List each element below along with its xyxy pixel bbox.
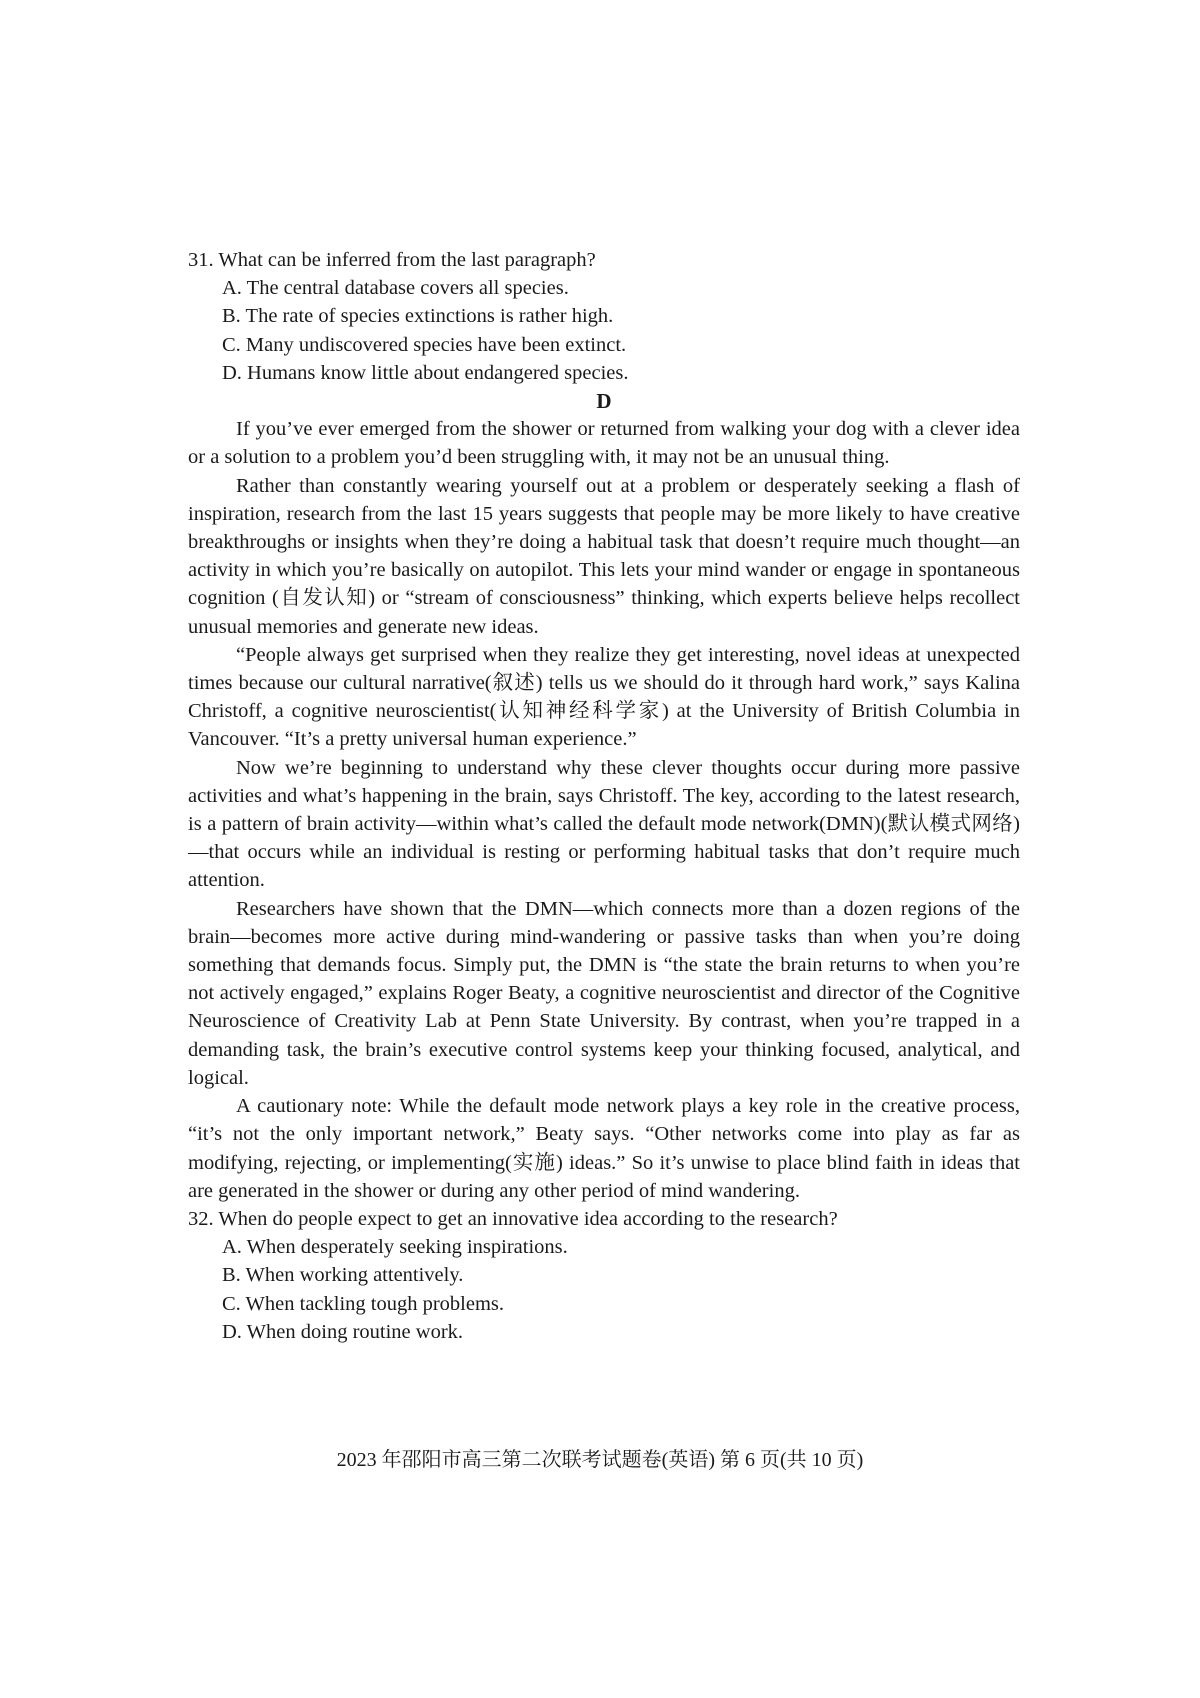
q32-option-d: D. When doing routine work. [222,1320,464,1343]
q32-option-b: B. When working attentively. [222,1264,464,1287]
page-footer: 2023 年邵阳市高三第二次联考试题卷(英语) 第 6 页(共 10 页) [336,1449,864,1471]
exam-page [188,246,1020,1346]
passage-paragraph: Now we’re beginning to understand why these clever thoughts occur during more passive activities and what’s happening in the brain, says Christoff. The key, according to the latest research, is a pattern of brain activity—within what’s called the default mode network(DMN)(默认模式网络)—that occurs while an individual is resting or performing habitual tasks that don’t require much attention. [188,756,1020,892]
question-32-stem: 32. When do people expect to get an innovative idea according to the research? [188,1207,838,1230]
q32-option-a: A. When desperately seeking inspirations. [222,1236,568,1259]
question-31-stem: 31. What can be inferred from the last paragraph? [188,249,596,271]
passage-section-label: D [596,389,612,414]
passage-paragraph: Researchers have shown that the DMN—which connects more than a dozen regions of the brain—becomes more active during mind-wandering or passive tasks than when you’re doing something that demands focus. Simply put, the DMN is “the state the brain returns to when you’re not actively engaged,” explains Roger Beaty, a cognitive neuroscientist and director of the Cognitive Neuroscience of Creativity Lab at Penn State University. By contrast, when you’re trapped in a demanding task, the brain’s executive control systems keep your thinking focused, analytical, and logical. [188,897,1020,1089]
q31-option-d: D. Humans know little about endangered species. [222,361,629,384]
question-32-options [188,1233,1020,1346]
q32-option-c: C. When tackling tough problems. [222,1292,505,1315]
passage-paragraph: Rather than constantly wearing yourself out at a problem or desperately seeking a flash of inspiration, research from the last 15 years suggests that people may be more likely to have creative breakthroughs or insights when they’re doing a habitual task that doesn’t require much thought—an activity in which you’re basically on autopilot. This lets your mind wander or engage in spontaneous cognition (自发认知) or “stream of consciousness” thinking, which experts believe helps recollect unusual memories and generate new ideas. [188,474,1020,638]
passage-paragraph: If you’ve ever emerged from the shower or returned from walking your dog with a clever idea or a solution to a problem you’d been struggling with, it may not be an unusual thing. [188,418,1020,469]
passage-paragraph: A cautionary note: While the default mode network plays a key role in the creative process, “it’s not the only important network,” Beaty says. “Other networks come into play as far as modifying, rejecting, or implementing(实施) ideas.” So it’s unwise to place blind faith in ideas that are generated in the shower or during any other period of mind wandering. [188,1095,1020,1202]
question-31-options [188,274,1020,387]
q31-option-b: B. The rate of species extinctions is rather high. [222,305,614,328]
q31-option-c: C. Many undiscovered species have been extinct. [222,333,627,356]
passage-paragraph: “People always get surprised when they realize they get interesting, novel ideas at unexpected times because our cultural narrative(叙述) tells us we should do it through hard work,” says Kalina Christoff, a cognitive neuroscientist(认知神经科学家) at the University of British Columbia in Vancouver. “It’s a pretty universal human experience.” [188,643,1020,751]
passage-body [188,415,1020,1205]
q31-option-a: A. The central database covers all species. [222,277,569,300]
